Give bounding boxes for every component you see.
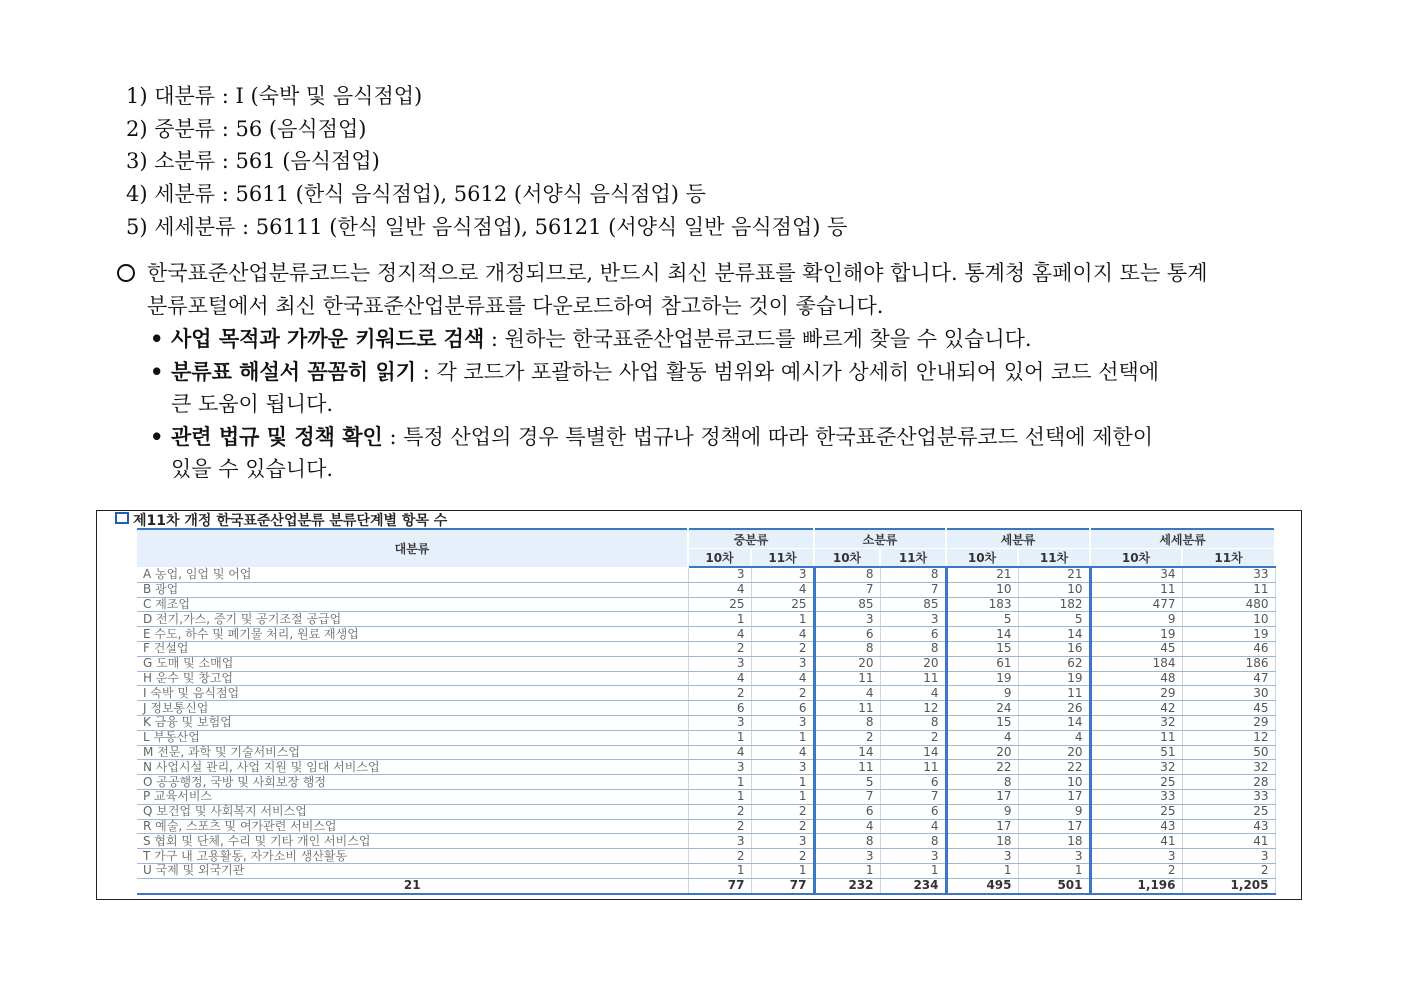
count-cell: 2 (688, 849, 751, 864)
circle-bullet-icon (117, 264, 135, 282)
count-cell: 2 (688, 641, 751, 656)
count-cell: 480 (1182, 597, 1275, 612)
count-cell: 11 (1182, 582, 1275, 597)
count-cell: 20 (814, 656, 880, 671)
category-name: U 국제 및 외국기관 (137, 863, 688, 878)
count-cell: 4 (814, 819, 880, 834)
count-cell: 85 (880, 597, 946, 612)
category-name: O 공공행정, 국방 및 사회보장 행정 (137, 775, 688, 790)
count-cell: 28 (1182, 775, 1275, 790)
table-row (137, 715, 1275, 730)
count-cell: 29 (1090, 686, 1182, 701)
table-row (137, 567, 1275, 582)
count-cell: 10 (946, 582, 1018, 597)
count-cell: 1 (751, 612, 814, 627)
count-cell: 6 (880, 775, 946, 790)
table-total-row (137, 878, 1275, 893)
table-row (137, 834, 1275, 849)
count-cell: 1 (688, 863, 751, 878)
classification-count-table (137, 528, 1276, 895)
bullet-heading: 관련 법규 및 정책 확인 (171, 424, 383, 449)
count-cell: 3 (1182, 849, 1275, 864)
bullet-text: : 원하는 한국표준산업분류코드를 빠르게 찾을 수 있습니다. (484, 327, 1032, 351)
table-row (137, 804, 1275, 819)
count-cell: 8 (880, 834, 946, 849)
count-cell: 232 (814, 878, 880, 893)
count-cell: 1 (751, 730, 814, 745)
count-cell: 11 (880, 671, 946, 686)
count-cell: 21 (1018, 567, 1090, 582)
count-cell: 61 (946, 656, 1018, 671)
count-cell: 22 (946, 760, 1018, 775)
category-name: N 사업시설 관리, 사업 지원 및 임대 서비스업 (137, 760, 688, 775)
category-name: T 가구 내 고용활동, 자가소비 생산활동 (137, 849, 688, 864)
count-cell: 11 (814, 760, 880, 775)
category-name: S 협회 및 단체, 수리 및 기타 개인 서비스업 (137, 834, 688, 849)
count-cell: 4 (688, 582, 751, 597)
count-cell: 184 (1090, 656, 1182, 671)
count-cell: 3 (751, 567, 814, 582)
count-cell: 9 (946, 804, 1018, 819)
table-row (137, 627, 1275, 642)
count-cell: 2 (814, 730, 880, 745)
classification-table-figure (96, 510, 1302, 900)
blue-square-icon (115, 512, 129, 524)
count-cell: 12 (880, 701, 946, 716)
count-cell: 4 (751, 582, 814, 597)
count-cell: 182 (1018, 597, 1090, 612)
count-cell: 43 (1182, 819, 1275, 834)
count-cell: 32 (1182, 760, 1275, 775)
count-cell: 43 (1090, 819, 1182, 834)
count-cell: 19 (1018, 671, 1090, 686)
count-cell: 14 (814, 745, 880, 760)
count-cell: 24 (946, 701, 1018, 716)
category-name: J 정보통신업 (137, 701, 688, 716)
bullet-item-check-regulations (171, 422, 1153, 452)
count-cell: 2 (751, 686, 814, 701)
count-cell: 77 (688, 878, 751, 893)
count-cell: 2 (688, 819, 751, 834)
count-cell: 3 (946, 849, 1018, 864)
count-cell: 3 (751, 715, 814, 730)
count-cell: 1 (751, 863, 814, 878)
category-name: R 예술, 스포츠 및 여가관련 서비스업 (137, 819, 688, 834)
count-cell: 30 (1182, 686, 1275, 701)
header-group: 세분류 (946, 529, 1090, 549)
count-cell: 25 (1090, 775, 1182, 790)
count-cell: 18 (1018, 834, 1090, 849)
count-cell: 186 (1182, 656, 1275, 671)
table-row (137, 819, 1275, 834)
count-cell: 18 (946, 834, 1018, 849)
count-cell: 9 (1090, 612, 1182, 627)
count-cell: 22 (1018, 760, 1090, 775)
table-row (137, 863, 1275, 878)
count-cell: 3 (880, 612, 946, 627)
header-revision: 10차 (814, 549, 880, 568)
count-cell: 6 (751, 701, 814, 716)
count-cell: 8 (814, 567, 880, 582)
notice-line-1: 한국표준산업분류코드는 정지적으로 개정되므로, 반드시 최신 분류표를 확인해야 합니다. 통계청 홈페이지 또는 통계 (147, 261, 1208, 285)
count-cell: 17 (946, 789, 1018, 804)
count-cell: 1 (814, 863, 880, 878)
category-name: K 금융 및 보험업 (137, 715, 688, 730)
count-cell: 7 (814, 789, 880, 804)
count-cell: 15 (946, 715, 1018, 730)
count-cell: 62 (1018, 656, 1090, 671)
count-cell: 1 (880, 863, 946, 878)
count-cell: 1,196 (1090, 878, 1182, 893)
category-name: D 전기,가스, 증기 및 공기조절 공급업 (137, 612, 688, 627)
table-row (137, 745, 1275, 760)
count-cell: 3 (880, 849, 946, 864)
count-cell: 3 (814, 849, 880, 864)
category-name: G 도매 및 소매업 (137, 656, 688, 671)
count-cell: 2 (751, 849, 814, 864)
header-revision: 10차 (688, 549, 751, 568)
count-cell: 17 (1018, 819, 1090, 834)
header-major-category: 대분류 (137, 529, 688, 567)
bullet-heading: 사업 목적과 가까운 키워드로 검색 (171, 326, 485, 351)
count-cell: 14 (1018, 715, 1090, 730)
list-item: 2) 중분류 : 56 (음식점업) (126, 117, 367, 141)
count-cell: 8 (880, 715, 946, 730)
count-cell: 50 (1182, 745, 1275, 760)
count-cell: 11 (1018, 686, 1090, 701)
count-cell: 46 (1182, 641, 1275, 656)
bullet-dot-icon: • (150, 424, 164, 449)
count-cell: 6 (814, 804, 880, 819)
header-revision: 11차 (1018, 549, 1090, 568)
count-cell: 32 (1090, 715, 1182, 730)
count-cell: 183 (946, 597, 1018, 612)
table-row (137, 789, 1275, 804)
count-cell: 3 (1090, 849, 1182, 864)
count-cell: 477 (1090, 597, 1182, 612)
count-cell: 8 (880, 641, 946, 656)
count-cell: 77 (751, 878, 814, 893)
table-row (137, 641, 1275, 656)
count-cell: 19 (946, 671, 1018, 686)
count-cell: 6 (814, 627, 880, 642)
count-cell: 10 (1018, 582, 1090, 597)
category-name: 21 (137, 878, 688, 893)
count-cell: 3 (688, 567, 751, 582)
count-cell: 4 (946, 730, 1018, 745)
category-name: P 교육서비스 (137, 789, 688, 804)
table-row (137, 582, 1275, 597)
count-cell: 6 (880, 627, 946, 642)
count-cell: 501 (1018, 878, 1090, 893)
count-cell: 14 (946, 627, 1018, 642)
count-cell: 14 (880, 745, 946, 760)
bullet-continuation: 있을 수 있습니다. (171, 457, 334, 481)
count-cell: 17 (1018, 789, 1090, 804)
category-name: L 부동산업 (137, 730, 688, 745)
count-cell: 7 (880, 789, 946, 804)
count-cell: 5 (946, 612, 1018, 627)
count-cell: 48 (1090, 671, 1182, 686)
count-cell: 17 (946, 819, 1018, 834)
count-cell: 4 (688, 745, 751, 760)
count-cell: 1 (688, 730, 751, 745)
bullet-dot-icon: • (150, 359, 164, 384)
count-cell: 5 (1018, 612, 1090, 627)
header-revision: 11차 (880, 549, 946, 568)
table-row (137, 775, 1275, 790)
count-cell: 3 (688, 656, 751, 671)
count-cell: 3 (751, 760, 814, 775)
table-title-text: 제11차 개정 한국표준산업분류 분류단계별 항목 수 (133, 513, 448, 529)
table-row (137, 701, 1275, 716)
count-cell: 19 (1182, 627, 1275, 642)
bullet-continuation: 큰 도움이 됩니다. (171, 392, 334, 416)
count-cell: 45 (1182, 701, 1275, 716)
count-cell: 4 (880, 819, 946, 834)
list-item: 1) 대분류 : I (숙박 및 음식점업) (126, 84, 423, 108)
count-cell: 8 (880, 567, 946, 582)
count-cell: 21 (946, 567, 1018, 582)
bullet-item-read-guide (171, 357, 1159, 387)
count-cell: 5 (814, 775, 880, 790)
list-item: 4) 세분류 : 5611 (한식 음식점업), 5612 (서양식 음식점업) 등 (126, 182, 706, 206)
count-cell: 2 (751, 804, 814, 819)
count-cell: 33 (1182, 789, 1275, 804)
count-cell: 2 (751, 819, 814, 834)
count-cell: 9 (1018, 804, 1090, 819)
count-cell: 2 (751, 641, 814, 656)
count-cell: 45 (1090, 641, 1182, 656)
count-cell: 10 (1018, 775, 1090, 790)
count-cell: 8 (814, 834, 880, 849)
count-cell: 29 (1182, 715, 1275, 730)
count-cell: 33 (1182, 567, 1275, 582)
list-item: 3) 소분류 : 561 (음식점업) (126, 149, 380, 173)
count-cell: 6 (688, 701, 751, 716)
category-name: C 제조업 (137, 597, 688, 612)
count-cell: 25 (688, 597, 751, 612)
count-cell: 2 (880, 730, 946, 745)
count-cell: 1 (688, 789, 751, 804)
count-cell: 41 (1090, 834, 1182, 849)
count-cell: 10 (1182, 612, 1275, 627)
count-cell: 34 (1090, 567, 1182, 582)
category-name: A 농업, 임업 및 어업 (137, 567, 688, 582)
count-cell: 3 (1018, 849, 1090, 864)
count-cell: 8 (946, 775, 1018, 790)
count-cell: 1 (946, 863, 1018, 878)
count-cell: 41 (1182, 834, 1275, 849)
count-cell: 4 (880, 686, 946, 701)
count-cell: 1 (751, 775, 814, 790)
table-row (137, 656, 1275, 671)
count-cell: 26 (1018, 701, 1090, 716)
count-cell: 4 (688, 671, 751, 686)
count-cell: 11 (1090, 582, 1182, 597)
table-row (137, 760, 1275, 775)
count-cell: 15 (946, 641, 1018, 656)
header-group: 세세분류 (1090, 529, 1275, 549)
count-cell: 1 (1018, 863, 1090, 878)
count-cell: 4 (688, 627, 751, 642)
count-cell: 1 (751, 789, 814, 804)
count-cell: 25 (1182, 804, 1275, 819)
notice-line-2: 분류포털에서 최신 한국표준산업분류표를 다운로드하여 참고하는 것이 좋습니다. (147, 294, 884, 318)
count-cell: 11 (880, 760, 946, 775)
table-row (137, 612, 1275, 627)
count-cell: 495 (946, 878, 1018, 893)
table-row (137, 849, 1275, 864)
count-cell: 1,205 (1182, 878, 1275, 893)
count-cell: 9 (946, 686, 1018, 701)
bullet-heading: 분류표 해설서 꼼꼼히 읽기 (171, 359, 417, 384)
count-cell: 32 (1090, 760, 1182, 775)
count-cell: 25 (1090, 804, 1182, 819)
count-cell: 11 (1090, 730, 1182, 745)
count-cell: 8 (814, 715, 880, 730)
count-cell: 33 (1090, 789, 1182, 804)
header-group: 소분류 (814, 529, 946, 549)
count-cell: 4 (751, 627, 814, 642)
count-cell: 3 (688, 834, 751, 849)
bullet-text: : 특정 산업의 경우 특별한 법규나 정책에 따라 한국표준산업분류코드 선택에 제한이 (382, 425, 1154, 449)
count-cell: 20 (1018, 745, 1090, 760)
count-cell: 7 (880, 582, 946, 597)
count-cell: 20 (880, 656, 946, 671)
count-cell: 2 (688, 686, 751, 701)
count-cell: 14 (1018, 627, 1090, 642)
count-cell: 234 (880, 878, 946, 893)
category-name: I 숙박 및 음식점업 (137, 686, 688, 701)
count-cell: 16 (1018, 641, 1090, 656)
count-cell: 6 (880, 804, 946, 819)
list-item: 5) 세세분류 : 56111 (한식 일반 음식점업), 56121 (서양식 일반 음식점업) 등 (126, 215, 848, 239)
count-cell: 42 (1090, 701, 1182, 716)
header-group: 중분류 (688, 529, 814, 549)
bullet-dot-icon: • (150, 326, 164, 351)
count-cell: 4 (1018, 730, 1090, 745)
category-name: E 수도, 하수 및 폐기물 처리, 원료 재생업 (137, 627, 688, 642)
category-name: Q 보건업 및 사회복지 서비스업 (137, 804, 688, 819)
count-cell: 3 (814, 612, 880, 627)
header-revision: 10차 (946, 549, 1018, 568)
table-row (137, 597, 1275, 612)
count-cell: 2 (1182, 863, 1275, 878)
count-cell: 47 (1182, 671, 1275, 686)
count-cell: 11 (814, 671, 880, 686)
count-cell: 19 (1090, 627, 1182, 642)
count-cell: 4 (751, 671, 814, 686)
header-revision: 10차 (1090, 549, 1182, 568)
count-cell: 8 (814, 641, 880, 656)
table-title (115, 512, 447, 529)
count-cell: 3 (688, 760, 751, 775)
count-cell: 51 (1090, 745, 1182, 760)
header-revision: 11차 (751, 549, 814, 568)
count-cell: 3 (688, 715, 751, 730)
count-cell: 12 (1182, 730, 1275, 745)
count-cell: 25 (751, 597, 814, 612)
bullet-text: : 각 코드가 포괄하는 사업 활동 범위와 예시가 상세히 안내되어 있어 코드 선택에 (416, 360, 1160, 384)
count-cell: 1 (688, 775, 751, 790)
header-revision: 11차 (1182, 549, 1275, 568)
count-cell: 85 (814, 597, 880, 612)
count-cell: 2 (688, 804, 751, 819)
category-name: F 건설업 (137, 641, 688, 656)
count-cell: 20 (946, 745, 1018, 760)
count-cell: 1 (688, 612, 751, 627)
count-cell: 4 (814, 686, 880, 701)
count-cell: 2 (1090, 863, 1182, 878)
category-name: M 전문, 과학 및 기술서비스업 (137, 745, 688, 760)
table-row (137, 671, 1275, 686)
table-row (137, 730, 1275, 745)
count-cell: 11 (814, 701, 880, 716)
bullet-item-keyword-search (171, 324, 1032, 354)
category-name: H 운수 및 창고업 (137, 671, 688, 686)
count-cell: 3 (751, 834, 814, 849)
count-cell: 7 (814, 582, 880, 597)
table-row (137, 686, 1275, 701)
count-cell: 4 (751, 745, 814, 760)
category-name: B 광업 (137, 582, 688, 597)
count-cell: 3 (751, 656, 814, 671)
